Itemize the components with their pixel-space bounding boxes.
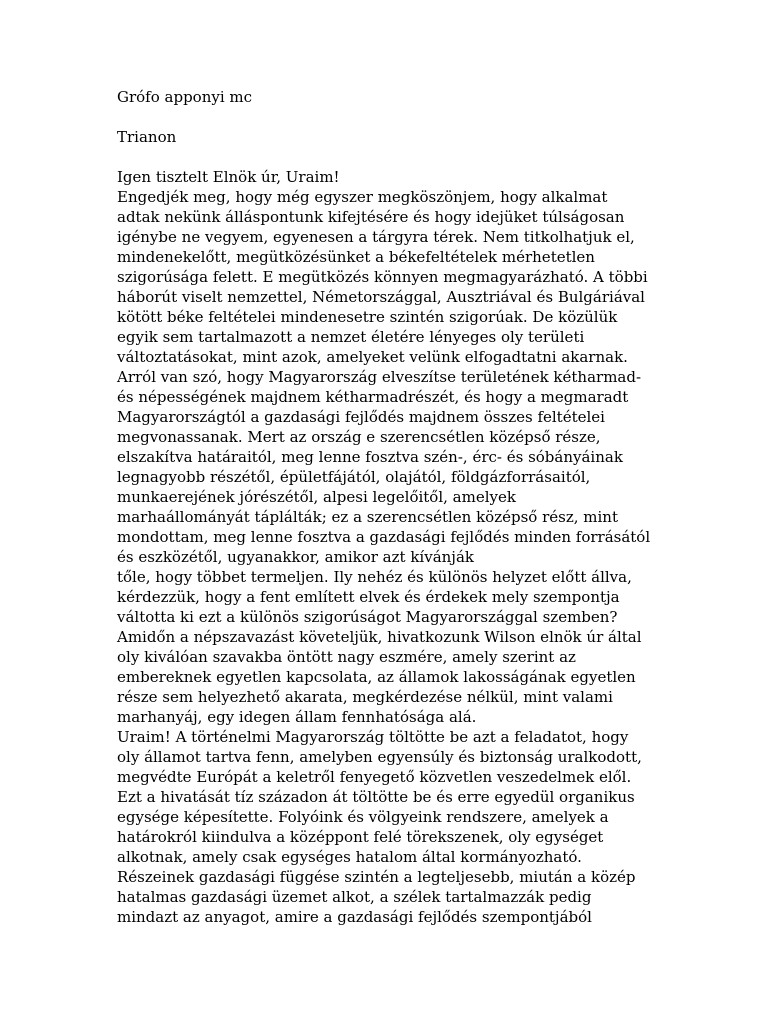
text-line: oly államot tartva fenn, amelyben egyensúly és biztonság uralkodott, xyxy=(117,748,642,766)
text-line: egysége képesítette. Folyóink és völgyeink rendszere, amelyek a xyxy=(117,808,609,826)
text-line: legnagyobb részétől, épületfájától, olajától, földgázforrásaitól, xyxy=(117,468,591,486)
text-line: háborút viselt nemzettel, Németországgal, Ausztriával és Bulgáriával xyxy=(117,288,645,306)
text-line: embereknek egyetlen kapcsolata, az államok lakosságának egyetlen xyxy=(117,668,636,686)
text-line: elszakítva határaitól, meg lenne fosztva szén-, érc- és sóbányáinak xyxy=(117,448,623,466)
document-subheading: Trianon xyxy=(117,128,177,146)
blank-line xyxy=(117,107,657,127)
text-line: megvonassanak. Mert az ország e szerencsétlen középső része, xyxy=(117,428,601,446)
text-line: munkaerejének jórészétől, alpesi legelőitől, amelyek xyxy=(117,488,516,506)
text-line: kötött béke feltételei mindenesetre szintén szigorúak. De közülük xyxy=(117,308,618,326)
salutation-line: Igen tisztelt Elnök úr, Uraim! xyxy=(117,168,340,186)
text-line: adtak nekünk álláspontunk kifejtésére és hogy idejüket túlságosan xyxy=(117,208,625,226)
text-line: mindazt az anyagot, amire a gazdasági fejlődés szempontjából xyxy=(117,908,592,926)
text-line: mindenekelőtt, megütközésünket a békefeltételek mérhetetlen xyxy=(117,248,595,266)
text-line: marhaállományát táplálták; ez a szerencsétlen középső rész, mint xyxy=(117,508,618,526)
text-line: Engedjék meg, hogy még egyszer megköszönjem, hogy alkalmat xyxy=(117,188,608,206)
text-line: határokról kiindulva a középpont felé törekszenek, oly egységet xyxy=(117,828,604,846)
text-line: váltotta ki ezt a különös szigorúságot Magyarországgal szemben? xyxy=(117,608,618,626)
text-line: mondottam, meg lenne fosztva a gazdasági fejlődés minden forrásától xyxy=(117,528,651,546)
blank-line xyxy=(117,147,657,167)
text-line: Ezt a hivatását tíz századon át töltötte be és erre egyedül organikus xyxy=(117,788,635,806)
text-line: és eszközétől, ugyanakkor, amikor azt kívánják xyxy=(117,548,474,566)
text-line: változtatásokat, mint azok, amelyeket velünk elfogadtatni akarnak. xyxy=(117,348,628,366)
text-line: oly kiválóan szavakba öntött nagy eszmére, amely szerint az xyxy=(117,648,576,666)
text-line: megvédte Európát a keletről fenyegető közvetlen veszedelmek elől. xyxy=(117,768,632,786)
text-line: hatalmas gazdasági üzemet alkot, a szélek tartalmazzák pedig xyxy=(117,888,592,906)
text-line: és népességének majdnem kétharmadrészét, és hogy a megmaradt xyxy=(117,388,629,406)
speech-text xyxy=(117,187,657,927)
text-line: Arról van szó, hogy Magyarország elveszítse területének kétharmad- xyxy=(117,368,642,386)
document-body xyxy=(117,87,657,927)
text-line: marhanyáj, egy idegen állam fennhatósága alá. xyxy=(117,708,477,726)
document-heading: Grófo apponyi mc xyxy=(117,88,253,106)
text-line: Részeinek gazdasági függése szintén a legteljesebb, miután a közép xyxy=(117,868,636,886)
text-line: Uraim! A történelmi Magyarország töltötte be azt a feladatot, hogy xyxy=(117,728,629,746)
text-line: alkotnak, amely csak egységes hatalom által kormányozható. xyxy=(117,848,582,866)
text-line: egyik sem tartalmazott a nemzet életére lényeges oly területi xyxy=(117,328,585,346)
text-line: Amidőn a népszavazást követeljük, hivatkozunk Wilson elnök úr által xyxy=(117,628,642,646)
text-line: kérdezzük, hogy a fent említett elvek és érdekek mely szempontja xyxy=(117,588,620,606)
text-line: szigorúsága felett. E megütközés könnyen megmagyarázható. A többi xyxy=(117,268,648,286)
text-line: Magyarországtól a gazdasági fejlődés majdnem összes feltételei xyxy=(117,408,605,426)
text-line: része sem helyezhető akarata, megkérdezése nélkül, mint valami xyxy=(117,688,613,706)
text-line: igénybe ne vegyem, egyenesen a tárgyra térek. Nem titkolhatjuk el, xyxy=(117,228,635,246)
text-line: tőle, hogy többet termeljen. Ily nehéz és különös helyzet előtt állva, xyxy=(117,568,632,586)
